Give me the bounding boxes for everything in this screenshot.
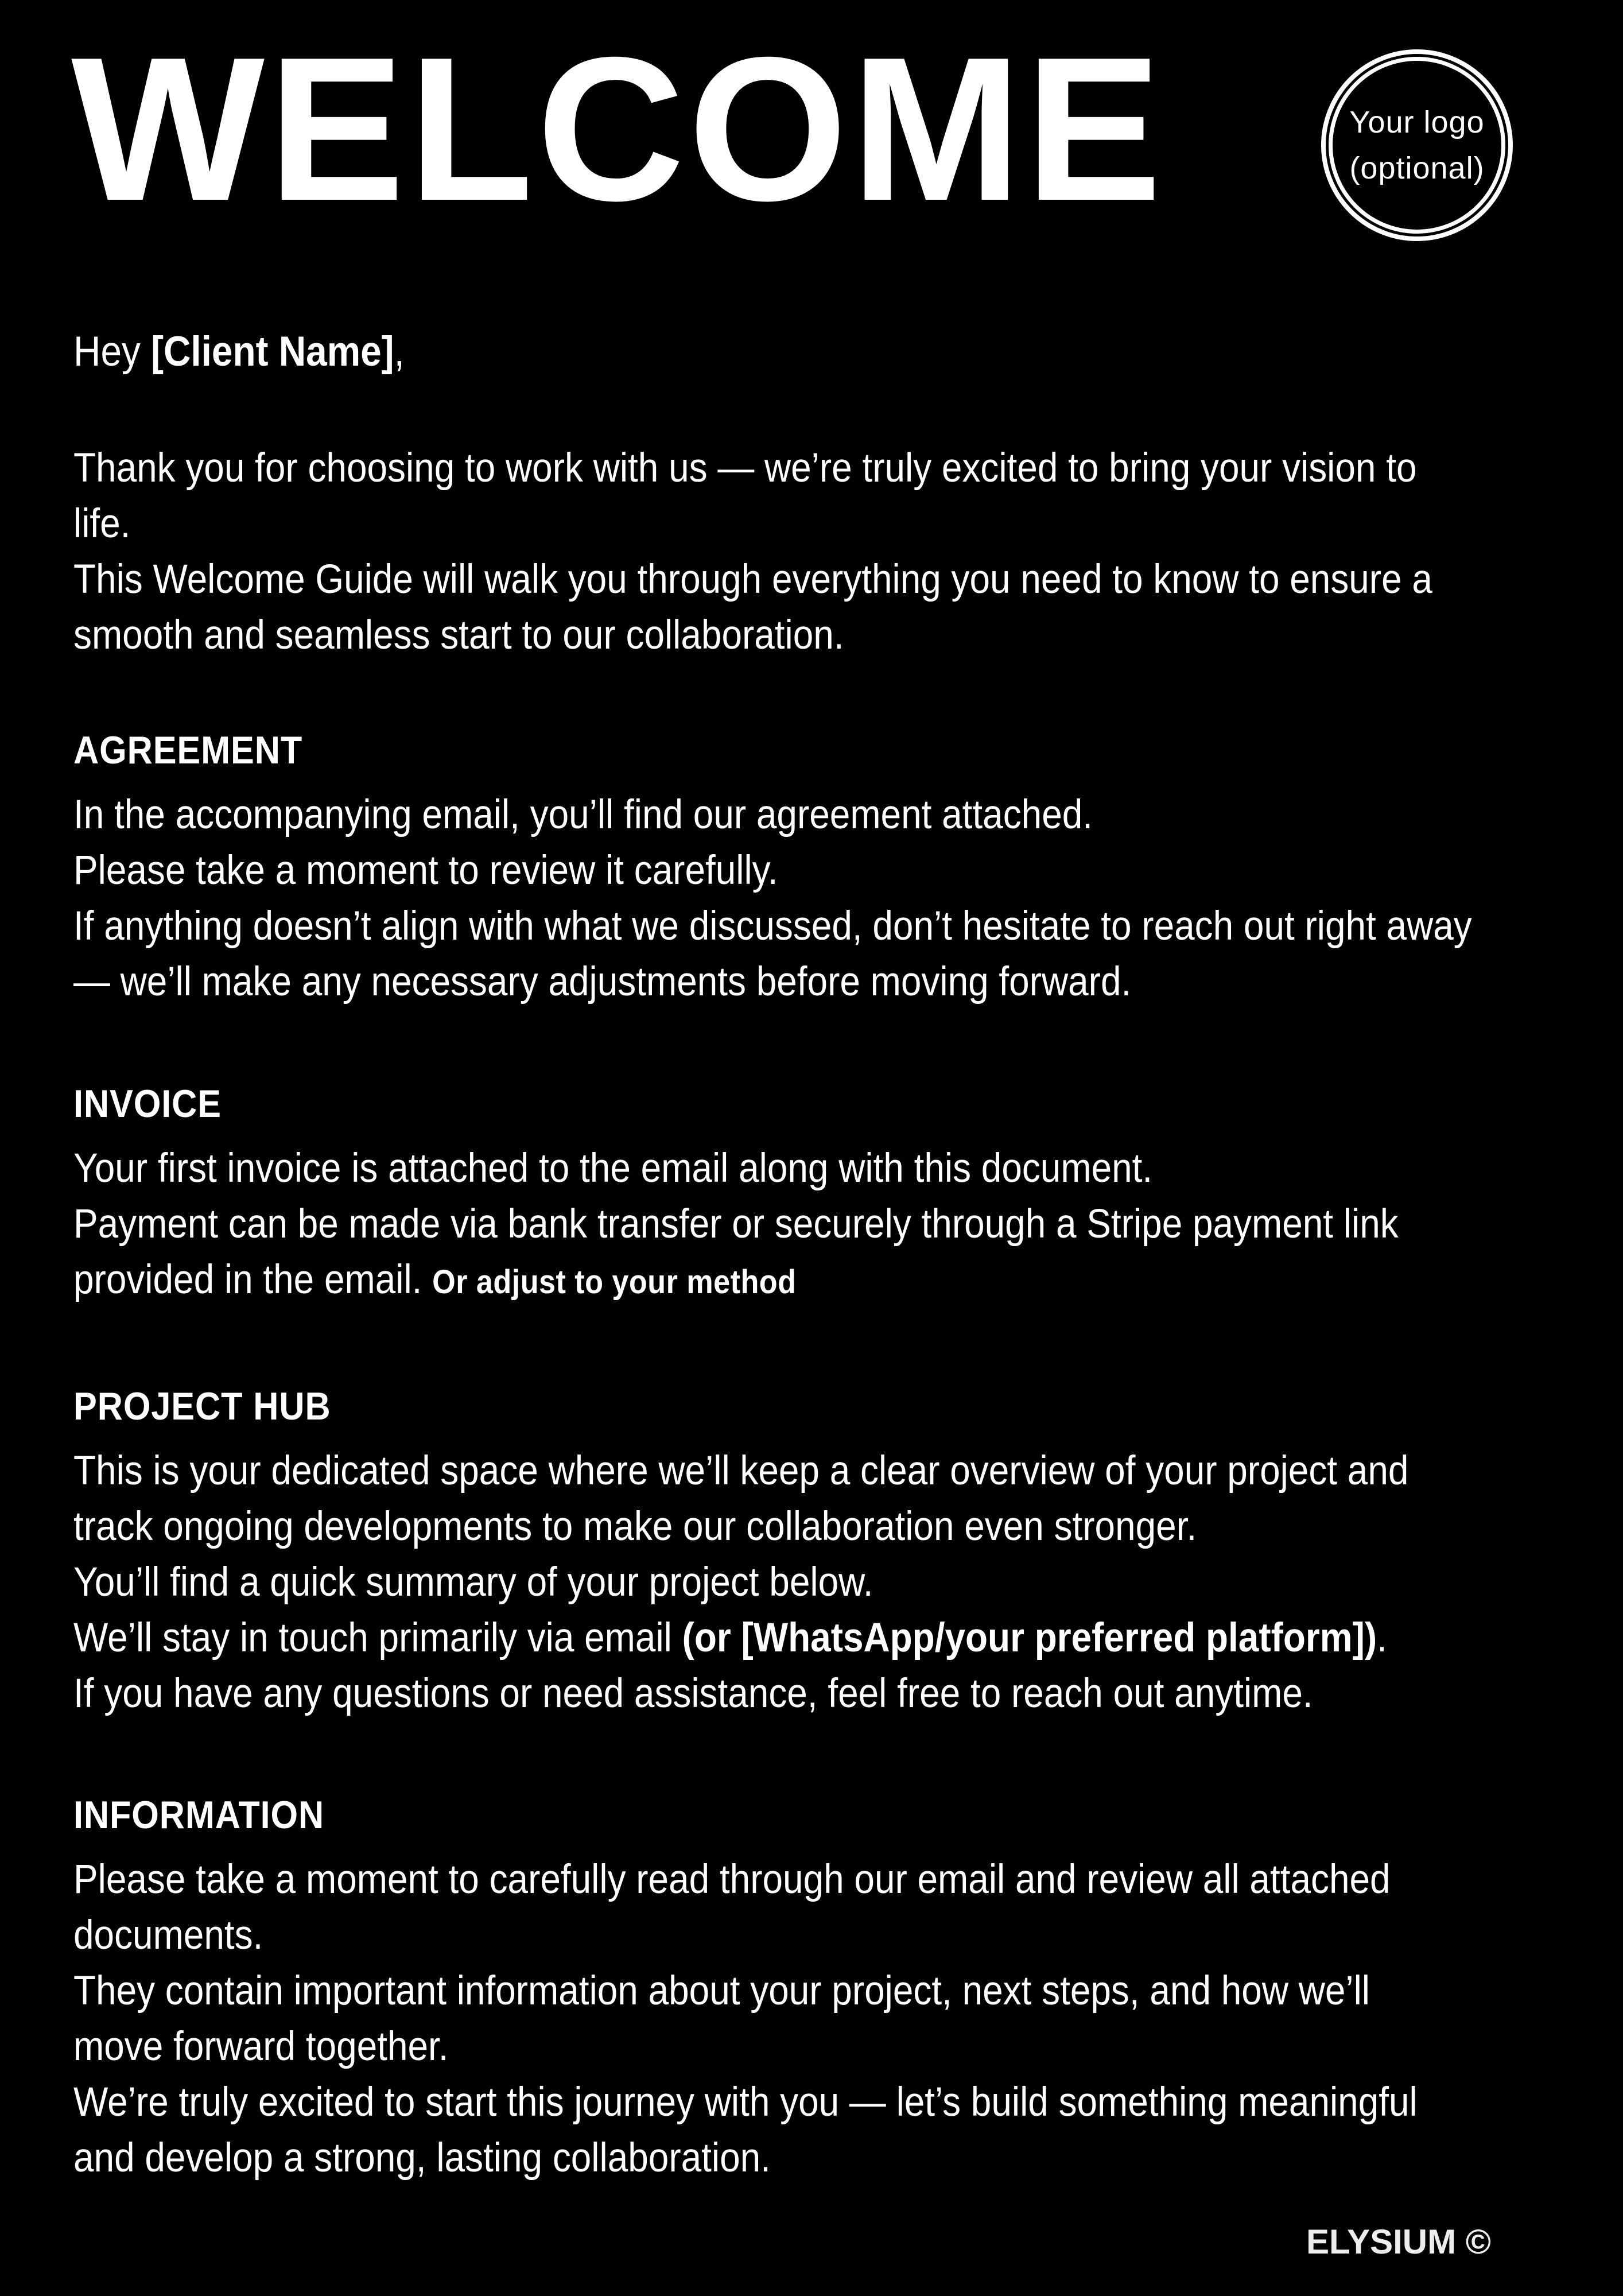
logo-text-line1: Your logo (1349, 105, 1485, 139)
greeting (73, 324, 405, 379)
text-line (73, 843, 1472, 898)
text-line (73, 552, 1432, 607)
section-heading-invoice: INVOICE (73, 1082, 222, 1126)
text-segment: — we’ll make any necessary adjustments before moving forward. (73, 959, 1132, 1004)
text-segment: Payment can be made via bank transfer or securely through a Stripe payment link (73, 1201, 1399, 1247)
text-line (73, 324, 405, 379)
text-segment: , (394, 328, 405, 375)
section-body-agreement (73, 787, 1472, 1010)
section-information (73, 1795, 1418, 2186)
text-segment: move forward together. (73, 2024, 449, 2069)
text-segment: (or [WhatsApp/your preferred platform]) (682, 1615, 1377, 1661)
text-line (73, 898, 1472, 954)
text-segment: Thank you for choosing to work with us — we’re truly excited to bring your vision to (73, 445, 1417, 491)
text-segment: documents. (73, 1913, 263, 1958)
text-line (73, 1499, 1408, 1554)
text-segment: provided in the email. (73, 1257, 433, 1302)
text-segment: Hey (73, 328, 152, 375)
text-line (73, 1443, 1408, 1499)
text-segment: smooth and seamless start to our collaboration. (73, 612, 844, 658)
text-line (73, 440, 1432, 496)
text-line (73, 2130, 1418, 2186)
text-segment: In the accompanying email, you’ll find our agreement attached. (73, 792, 1093, 837)
logo-text-line2: (optional) (1349, 151, 1485, 185)
intro-paragraph (73, 440, 1432, 663)
text-line (73, 496, 1432, 552)
text-segment: life. (73, 501, 131, 546)
text-line (73, 787, 1472, 843)
section-body-information (73, 1852, 1418, 2186)
text-line (73, 1196, 1399, 1252)
text-segment: Please take a moment to carefully read through our email and review all attached (73, 1857, 1391, 1902)
text-line (73, 1907, 1418, 1963)
logo-placeholder-inner-ring (1329, 57, 1505, 234)
section-agreement (73, 728, 1472, 1010)
section-heading-agreement: AGREEMENT (73, 728, 303, 772)
text-line (73, 1141, 1399, 1196)
text-segment: Or adjust to your method (432, 1263, 797, 1301)
section-project-hub (73, 1384, 1409, 1721)
text-segment: We’ll stay in touch primarily via email (73, 1615, 682, 1661)
text-segment: We’re truly excited to start this journey with you — let’s build something meaningful (73, 2080, 1418, 2125)
section-heading-project-hub: PROJECT HUB (73, 1384, 331, 1428)
text-line (73, 2074, 1418, 2130)
text-line (73, 1852, 1418, 1907)
text-segment: [Client Name] (151, 328, 394, 375)
text-segment: If you have any questions or need assistance, feel free to reach out anytime. (73, 1671, 1313, 1716)
text-line (73, 1610, 1408, 1666)
section-body-project-hub (73, 1443, 1408, 1721)
text-line (73, 1666, 1408, 1721)
text-line (73, 1252, 1399, 1310)
text-segment: They contain important information about your project, next steps, and how we’ll (73, 1968, 1370, 2014)
text-line (73, 954, 1472, 1010)
text-segment: . (1377, 1615, 1387, 1661)
text-segment: and develop a strong, lasting collaboration. (73, 2135, 771, 2181)
text-segment: Your first invoice is attached to the email along with this document. (73, 1146, 1153, 1191)
text-segment: This is your dedicated space where we’ll keep a clear overview of your project and (73, 1448, 1409, 1494)
section-heading-information: INFORMATION (73, 1793, 325, 1837)
text-segment: This Welcome Guide will walk you through everything you need to know to ensure a (73, 557, 1432, 602)
section-invoice (73, 1084, 1399, 1310)
section-body-invoice (73, 1141, 1399, 1310)
text-segment: Please take a moment to review it carefully. (73, 848, 778, 893)
text-segment: If anything doesn’t align with what we discussed, don’t hesitate to reach out right away (73, 903, 1472, 949)
text-line (73, 607, 1432, 663)
text-line (73, 1554, 1408, 1610)
text-line (73, 2019, 1418, 2074)
page-title: WELCOME (71, 14, 1166, 243)
logo-placeholder-circle (1321, 49, 1513, 241)
text-segment: track ongoing developments to make our collaboration even stronger. (73, 1504, 1197, 1549)
footer-brand: ELYSIUM © (1306, 2223, 1491, 2261)
text-line (73, 1963, 1418, 2019)
text-segment: You’ll find a quick summary of your project below. (73, 1560, 873, 1605)
